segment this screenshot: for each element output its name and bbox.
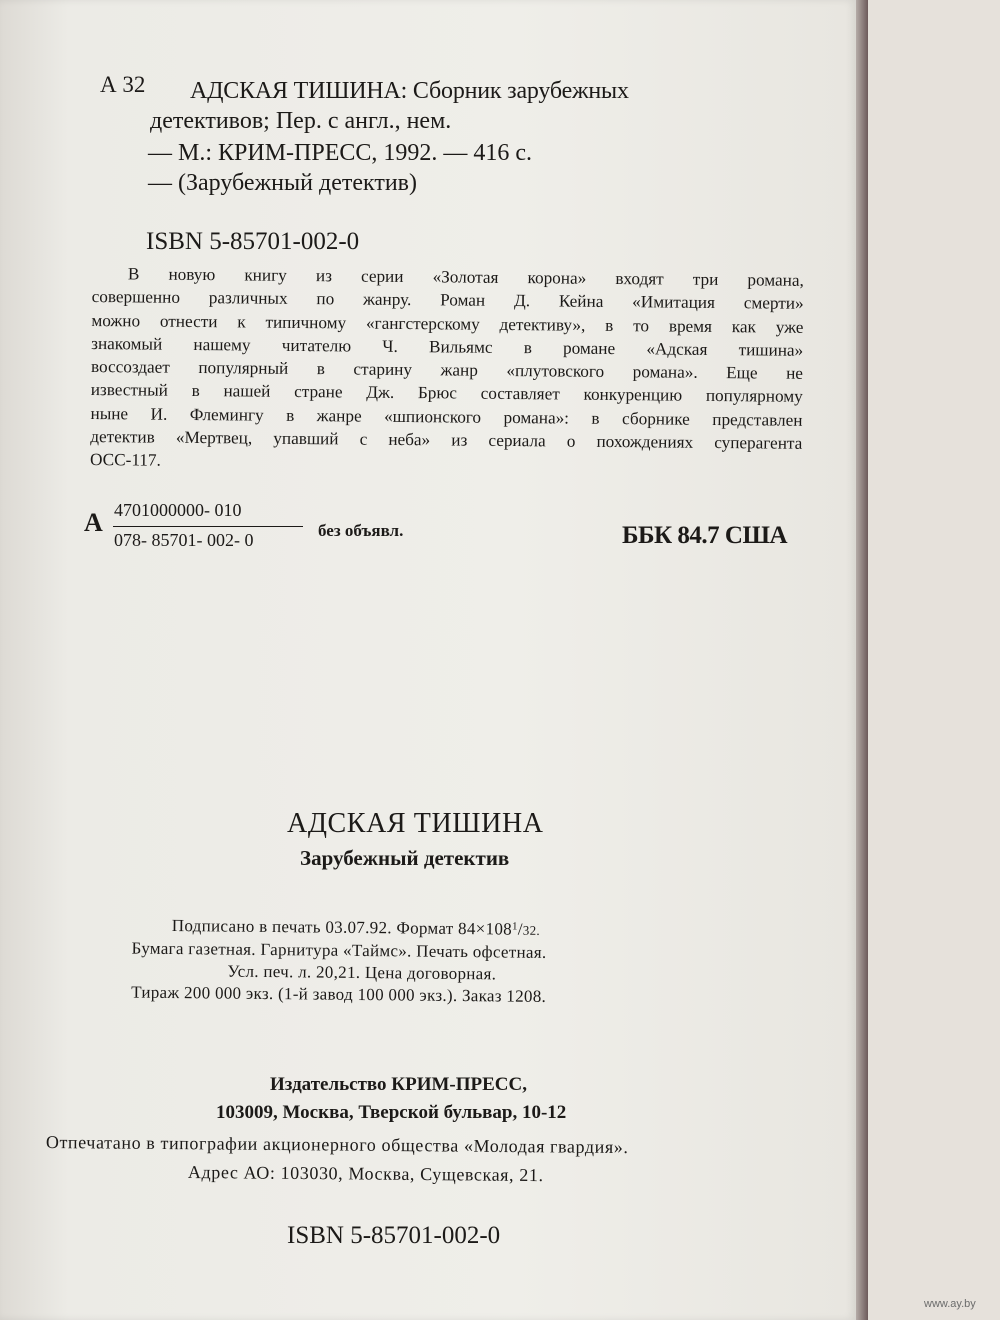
printer-address: Адрес АО: 103030, Москва, Сущевская, 21. (187, 1162, 544, 1186)
abstract-line: можно отнести к типичному «гангстерскому детективу», в то время как уже (91, 310, 804, 337)
book-title: АДСКАЯ ТИШИНА (287, 808, 544, 839)
imprint-line-sheets: Усл. печ. л. 20,21. Цена договорная. (227, 961, 497, 984)
bibliographic-title-line: АДСКАЯ ТИШИНА: Сборник зарубежных (190, 78, 629, 104)
imprint-block (131, 912, 547, 1008)
bibliographic-translation-line: детективов; Пер. с англ., нем. (150, 108, 452, 134)
imprint-line-circulation: Тираж 200 000 экз. (1-й завод 100 000 экз.). Заказ 1208. (131, 982, 547, 1006)
site-watermark: www.ay.by (924, 1298, 976, 1310)
imprint-line-paper: Бумага газетная. Гарнитура «Таймс». Печать офсетная. (131, 938, 547, 962)
imprint-line-format: Подписано в печать 03.07.92. Формат $84\times 108^1/32$. (171, 915, 541, 939)
isbn-top: ISBN 5-85701-002-0 (146, 228, 360, 255)
publisher-name: Издательство КРИМ-ПРЕСС, (270, 1074, 527, 1095)
abstract-line: ныне И. Флемингу в жанре «шпионского романа»: в сборнике представлен (90, 403, 803, 430)
fraction-rule (113, 526, 303, 527)
abstract-line: известный в нашей стране Дж. Брюс составляет конкуренцию популярному (90, 380, 803, 407)
isbn-bottom: ISBN 5-85701-002-0 (287, 1222, 501, 1249)
library-code: А 32 (100, 72, 146, 97)
publisher-address: 103009, Москва, Тверской бульвар, 10-12 (216, 1102, 567, 1123)
bibliographic-publisher-line: — М.: КРИМ-ПРЕСС, 1992. — 416 с. (148, 140, 533, 166)
book-page-edge (862, 0, 1000, 1320)
bibliographic-series-line: — (Зарубежный детектив) (148, 170, 417, 196)
printer-name: Отпечатано в типографии акционерного общества «Молодая гвардия». (45, 1132, 629, 1158)
classification-note: без объявл. (318, 521, 404, 540)
abstract-line: ОСС-117. (90, 450, 161, 471)
abstract-paragraph (90, 262, 804, 478)
book-subtitle: Зарубежный детектив (300, 846, 510, 870)
abstract-line: В новую книгу из серии «Золотая корона» входят три романа, (127, 264, 804, 290)
abstract-line: воссоздает популярный в старину жанр «плутовского романа». Еще не (90, 357, 804, 384)
abstract-line: совершенно различных по жанру. Роман Д. Кейна «Имитация смерти» (91, 287, 804, 314)
classification-denominator: 078- 85701- 002- 0 (114, 530, 254, 550)
abstract-line: детектив «Мертвец, упавший с неба» из сериала о похождениях суперагента (90, 427, 803, 453)
bbk-code: ББК 84.7 США (622, 522, 787, 549)
classification-numerator: 4701000000- 010 (114, 500, 242, 520)
classification-letter: А (84, 508, 103, 537)
abstract-line: знакомый нашему читателю Ч. Вильямс в романе «Адская тишина» (91, 333, 804, 360)
